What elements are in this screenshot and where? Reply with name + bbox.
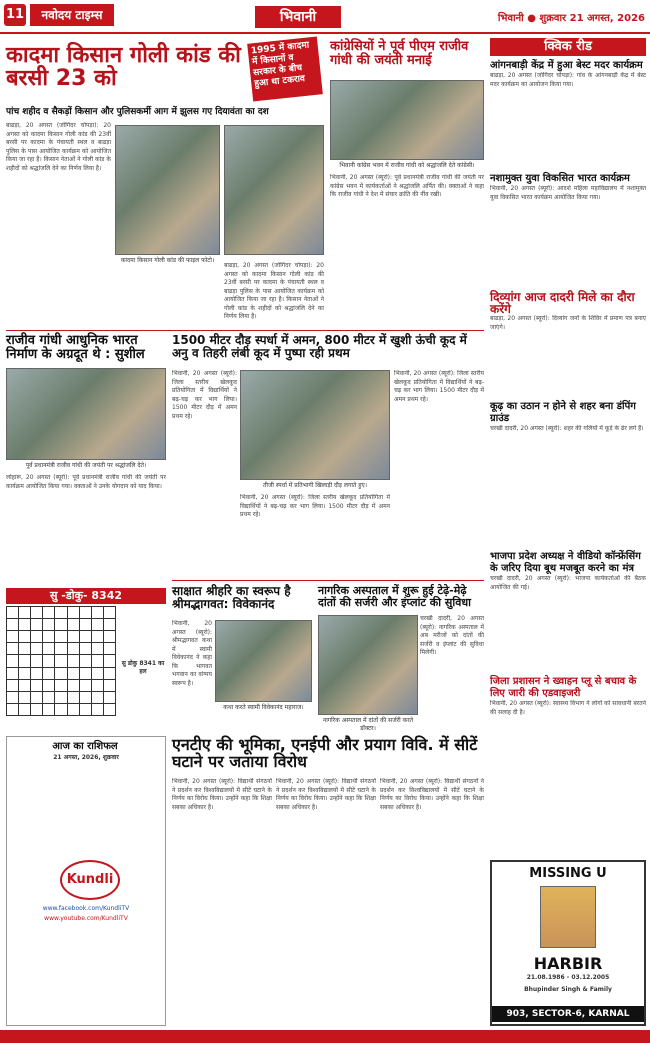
rajiv-caption: भिवानी कांग्रेस भवन में राजीव गांधी को श्रद्धांजलि देते कांग्रेसी। — [339, 162, 475, 169]
quick-item-body: भिवानी, 20 अगस्त (ब्यूरो): आदर्श महिला महाविद्यालय में नशामुक्त युवा विकसित भारत कार्यक्रम आयोजित किया गया। — [490, 185, 646, 201]
lead-side-headline: 1995 में कादमा में किसानों व सरकार के बीच हुआ था टकराव — [247, 37, 323, 102]
footer-bar — [0, 1030, 650, 1043]
sudoku-answer-title: सु डोकु 8341 का हल — [121, 660, 165, 675]
sports-body-2: भिवानी, 20 अगस्त (ब्यूरो): जिला स्तरीय खेलकूद प्रतियोगिता में विद्यार्थियों ने बढ़-चढ़ कर भाग लिया। 1500 मीटर दौड़ में अमन प्रथम रहे। — [240, 494, 390, 518]
kundli-facebook[interactable]: www.facebook.com/KundliTV — [42, 905, 130, 912]
lead-body-2: बाढड़ा, 20 अगस्त (जोगिंदर चोपड़ा): 20 अगस्त को कादमा किसान गोली कांड की 23वीं बरसी पर कादमा के पंचायती स्थल व बाढड़ा पुलिस के पास आयोजित कार्यक्रम को आयोजित किया जा रहा है। किसान नेताओं ने गोली कांड के शहीदों को श्रद्धांजलि देने का निर्णय लिया है। — [224, 262, 324, 320]
divider — [6, 330, 484, 331]
section-label: भिवानी — [255, 6, 341, 28]
vivekanand-headline: साक्षात श्रीहरि का स्वरूप है श्रीमद्भागवत: विवेकानंद — [172, 584, 291, 611]
hospital-photo — [318, 615, 418, 715]
rajiv-school-caption: पूर्व प्रधानमंत्री राजीव गांधी की जयंती पर श्रद्धांजलि देते। — [25, 462, 147, 469]
quick-item-head: कूढ़ का उठान न होने से शहर बना डंपिंग ग्राउंड — [490, 401, 636, 424]
divider — [172, 580, 484, 581]
lead-photo — [115, 125, 220, 255]
missing-dates: 21.08.1986 - 03.12.2005 — [526, 974, 610, 981]
sports-caption: तीजी स्पर्धा में प्रतिभागी खिलाड़ी दौड़ लगाते हुए। — [263, 482, 367, 489]
lead-headline: कादमा किसान गोली कांड की बरसी 23 को — [6, 43, 241, 92]
missing-title: MISSING U — [529, 866, 607, 881]
sudoku-title: सु -डोकु- 8342 — [6, 588, 166, 604]
sports-headline: 1500 मीटर दौड़ स्पर्धा में अमन, 800 मीटर में खुशी ऊंची कूद में अनु व तिहरी लंबी कूद में पुष्पा रही प्रथम — [172, 333, 467, 360]
rajiv-school-body: लोहारू, 20 अगस्त (ब्यूरो): पूर्व प्रधानमंत्री राजीव गांधी की जयंती पर कार्यक्रम आयोजित किया गया। वक्ताओं ने उनके योगदान को याद किया। — [6, 474, 166, 490]
quick-item-head: भाजपा प्रदेश अध्यक्ष ने वीडियो कॉन्फ्रेंसिंग के जरिए दिया बूथ मजबूत करने का मंत्र — [490, 551, 641, 574]
horoscope-title: आज का राशिफल — [52, 741, 118, 752]
rajiv-body: भिवानी, 20 अगस्त (ब्यूरो): पूर्व प्रधानमंत्री राजीव गांधी की जयंती पर कांग्रेस भवन में कार्यकर्ताओं ने श्रद्धांजलि अर्पित की। वक्ताओं ने कहा कि राजीव गांधी ने देश में संचार क्रांति की नींव रखी। — [330, 174, 484, 198]
kundli-logo: Kundli — [60, 860, 120, 900]
hospital-caption: नागरिक अस्पताल में दांतों की सर्जरी करते डॉक्टर। — [322, 717, 414, 732]
ntpc-body-3: भिवानी, 20 अगस्त (ब्यूरो): विद्यार्थी संगठनों ने प्रदर्शन कर विश्वविद्यालयों में सीटें घटाने के निर्णय का विरोध किया। उन्होंने कहा कि शिक्षा सबका अधिकार है। — [380, 778, 484, 811]
missing-address: 903, SECTOR-6, KARNAL — [492, 1006, 644, 1022]
quick-item-head: आंगनबाड़ी केंद्र में हुआ बेस्ट मदर कार्यक्रम — [490, 60, 643, 71]
hospital-body: चरखी दादरी, 20 अगस्त (ब्यूरो): नागरिक अस्पताल में अब मरीजों को दांतों की सर्जरी व इंप्लांट की सुविधा मिलेगी। — [420, 615, 484, 656]
lead-caption: कादमा किसान गोली कांड की फाइल फोटो। — [120, 257, 215, 264]
quick-item-body: बाढड़ा, 20 अगस्त (जोगिंदर चोपड़ा): गांव के आंगनबाड़ी केंद्र में बेस्ट मदर कार्यक्रम का आयोजन किया गया। — [490, 72, 646, 88]
rajiv-headline: कांग्रेसियों ने पूर्व पीएम राजीव गांधी की जयंती मनाई — [330, 39, 469, 68]
ntpc-body: भिवानी, 20 अगस्त (ब्यूरो): विद्यार्थी संगठनों ने प्रदर्शन कर विश्वविद्यालयों में सीटें घटाने के निर्णय का विरोध किया। उन्होंने कहा कि शिक्षा सबका अधिकार है। — [172, 778, 272, 811]
quick-item-head: नशामुक्त युवा विकसित भारत कार्यक्रम — [490, 173, 630, 184]
quick-item-head: जिला प्रशासन ने ख्वाहन प्लू से बचाव के लिए जारी की एडवाइजरी — [490, 676, 637, 699]
missing-family: Bhupinder Singh & Family — [524, 986, 612, 993]
kundli-youtube[interactable]: www.youtube.com/KundliTV — [44, 915, 128, 922]
horoscope-body — [10, 766, 162, 866]
sports-photo — [240, 370, 390, 480]
vivekanand-photo — [215, 620, 312, 702]
vivekanand-body: भिवानी, 20 अगस्त (ब्यूरो): श्रीमद्भागवत कथा में स्वामी विवेकानंद ने कहा कि भागवत भगवान का वांग्मय स्वरूप है। — [172, 620, 212, 687]
rajiv-school-photo — [6, 368, 166, 460]
ntpc-headline: एनटीए की भूमिका, एनईपी और प्रयाग विवि. में सीटें घटाने पर जताया विरोध — [172, 735, 478, 771]
lead-photo-2 — [224, 125, 324, 255]
sports-body-3: भिवानी, 20 अगस्त (ब्यूरो): जिला स्तरीय खेलकूद प्रतियोगिता में विद्यार्थियों ने बढ़-चढ़ कर भाग लिया। 1500 मीटर दौड़ में अमन प्रथम रहे। — [394, 370, 484, 403]
ntpc-body-2: भिवानी, 20 अगस्त (ब्यूरो): विद्यार्थी संगठनों ने प्रदर्शन कर विश्वविद्यालयों में सीटें घटाने के निर्णय का विरोध किया। उन्होंने कहा कि शिक्षा सबका अधिकार है। — [276, 778, 376, 811]
rajiv-photo — [330, 80, 484, 160]
quick-item-head: दिव्यांग आज दादरी मिले का दौरा करेंगे — [490, 290, 635, 316]
lead-body: बाढड़ा, 20 अगस्त (जोगिंदर चोपड़ा): 20 अगस्त को कादमा किसान गोली कांड की 23वीं बरसी पर कादमा के पंचायती स्थल व बाढड़ा पुलिस के पास आयोजित कार्यक्रम को आयोजित किया जा रहा है। किसान नेताओं ने गोली कांड के शहीदों को श्रद्धांजलि देने का निर्णय लिया है। — [6, 122, 111, 172]
quick-read-title: क्विक रीड — [490, 38, 646, 56]
hospital-headline: नागरिक अस्पताल में शुरू हुई टेढ़े-मेढ़े दांतों की सर्जरी और इंप्लांट की सुविधा — [318, 584, 471, 609]
sudoku-grid — [6, 606, 116, 716]
rajiv-school-headline: राजीव गांधी आधुनिक भारत निर्माण के अग्रदूत थे : सुशील — [6, 333, 145, 362]
vivekanand-caption: कथा करते स्वामी विवेकानंद महाराज। — [223, 704, 304, 711]
missing-photo — [540, 886, 596, 948]
dateline: भिवानी ● शुक्रवार 21 अगस्त, 2026 — [497, 13, 645, 24]
missing-name: HARBIR — [533, 954, 603, 973]
sports-body: भिवानी, 20 अगस्त (ब्यूरो): जिला स्तरीय खेलकूद प्रतियोगिता में विद्यार्थियों ने बढ़-चढ़ कर भाग लिया। 1500 मीटर दौड़ में अमन प्रथम रहे। — [172, 370, 237, 420]
quick-item-body: चरखी दादरी, 20 अगस्त (ब्यूरो): शहर की गलियों में कूड़े के ढेर लगे हैं। — [490, 425, 644, 432]
quick-item-body: भिवानी, 20 अगस्त (ब्यूरो): स्वास्थ्य विभाग ने लोगों को सावधानी बरतने की सलाह दी है। — [490, 700, 646, 716]
quick-read-list — [490, 58, 646, 718]
horoscope-date: 21 अगस्त, 2026, शुक्रवार — [53, 754, 119, 761]
newspaper-logo: नवोदय टाइम्स — [30, 4, 114, 26]
page-number: 11 — [4, 4, 26, 26]
quick-item-body: बाढड़ा, 20 अगस्त (ब्यूरो): दिव्यांग जनों के शिविर में प्रमाण पत्र बनाए जाएंगे। — [490, 315, 646, 331]
lead-deck: पांच शहीद व सैकड़ों किसान और पुलिसकर्मी आग में झुलस गए दियावंता का दश — [6, 107, 269, 117]
quick-item-body: चरखी दादरी, 20 अगस्त (ब्यूरो): भाजपा कार्यकर्ताओं की बैठक आयोजित की गई। — [490, 575, 646, 591]
